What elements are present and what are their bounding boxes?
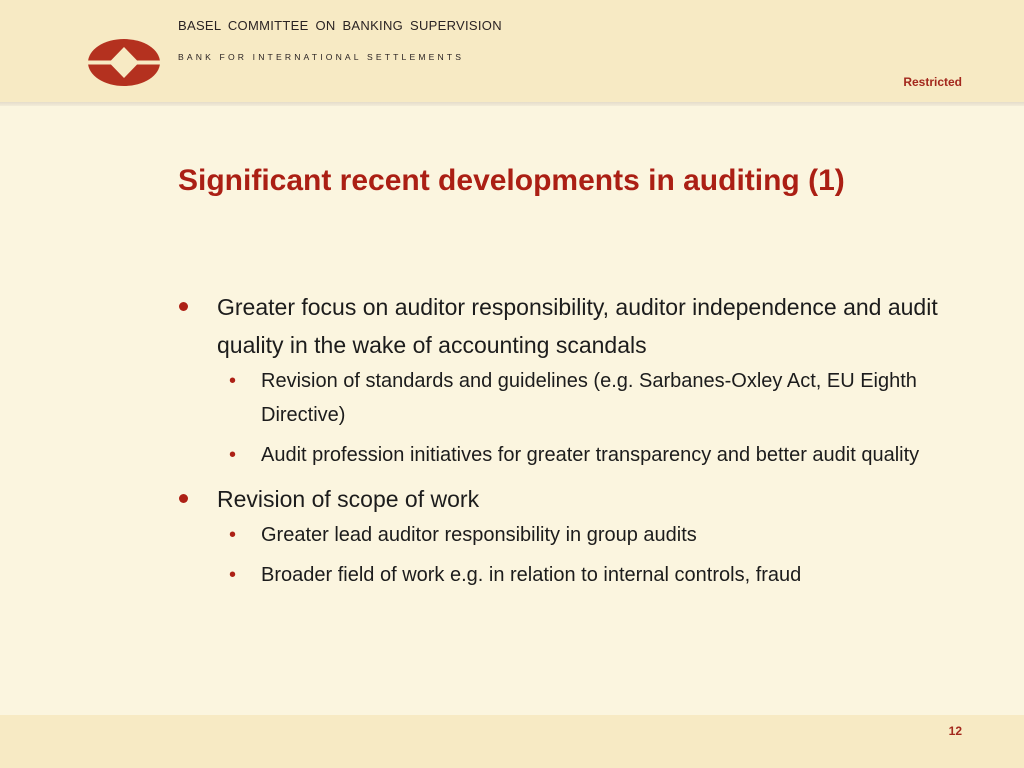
sub-bullet-text: Greater lead auditor responsibility in group audits xyxy=(261,524,697,546)
sub-bullet-item xyxy=(217,438,978,472)
sub-bullet-text: Broader field of work e.g. in relation to internal controls, fraud xyxy=(261,564,802,586)
sub-bullet-text: Revision of standards and guidelines (e.g. Sarbanes-Oxley Act, EU Eighth Directive) xyxy=(261,370,917,426)
sub-bullet-item xyxy=(217,558,978,592)
classification-label: Restricted xyxy=(903,75,962,89)
sub-bullet-icon: • xyxy=(229,370,237,392)
bis-logo-icon xyxy=(87,38,161,87)
bullet-text: Revision of scope of work xyxy=(217,486,480,512)
sub-bullet-icon: • xyxy=(229,564,237,586)
page-number: 12 xyxy=(948,724,962,738)
bullet-dot-icon xyxy=(179,494,188,503)
sub-bullet-list xyxy=(217,364,978,472)
bullet-list xyxy=(178,288,978,600)
bullet-item xyxy=(178,480,978,592)
org-subtitle: BANK FOR INTERNATIONAL SETTLEMENTS xyxy=(178,52,465,62)
sub-bullet-list xyxy=(217,518,978,592)
header-divider xyxy=(0,102,1024,106)
bullet-text: Greater focus on auditor responsibility, auditor independence and audit quality in the wake of accounting scandals xyxy=(217,294,938,358)
sub-bullet-item xyxy=(217,518,978,552)
bullet-dot-icon xyxy=(179,302,188,311)
sub-bullet-icon: • xyxy=(229,444,237,466)
slide-title: Significant recent developments in auditing (1) xyxy=(178,164,845,197)
sub-bullet-item xyxy=(217,364,978,432)
sub-bullet-text: Audit profession initiatives for greater transparency and better audit quality xyxy=(261,444,920,466)
sub-bullet-icon: • xyxy=(229,524,237,546)
bullet-item xyxy=(178,288,978,472)
org-name: BASEL COMMITTEE ON BANKING SUPERVISION xyxy=(178,18,502,33)
footer-band xyxy=(0,715,1024,768)
